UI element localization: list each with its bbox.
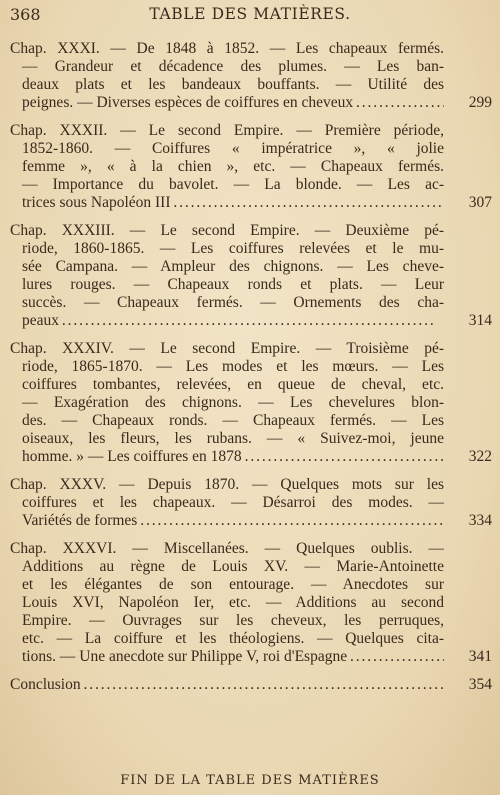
toc-page-number: 314: [468, 312, 492, 329]
toc-entry-line: Chap. XXXIII. — Le second Empire. — Deuxième pé-: [10, 222, 444, 239]
toc-entry-line: Chap. XXXIV. — Le second Empire. — Troisième pé-: [10, 340, 444, 357]
toc-page-number: 334: [468, 512, 492, 529]
running-title: TABLE DES MATIÈRES.: [149, 5, 351, 23]
toc-entry-line: homme. » — Les coiffures en 1878 . . .: [10, 448, 444, 466]
toc-entry-line: sée Campana. — Ampleur des chignons. — Les cheve-: [22, 258, 444, 275]
toc-entry-line: Variétés de formes . . .: [10, 512, 444, 530]
toc-entry-line: — Grandeur et décadence des plumes. — Les ban-: [22, 58, 444, 75]
toc-entry-line: et les élégantes de son entourage. — Anecdotes sur: [22, 576, 444, 593]
toc-entry-line: 1852-1860. — Coiffures « impératrice », « jolie: [22, 140, 444, 157]
toc-entry-line: trices sous Napoléon III . . .: [10, 194, 444, 212]
table-of-contents: [10, 40, 492, 704]
toc-page-number: 322: [468, 448, 492, 465]
end-note: FIN DE LA TABLE DES MATIÈRES: [120, 773, 380, 788]
toc-entry-line: Additions au règne de Louis XV. — Marie-Antoinette: [22, 558, 444, 575]
toc-entry-line: riode, 1860-1865. — Les coiffures relevées et le mu-: [22, 240, 444, 257]
toc-entry: [10, 476, 492, 530]
toc-entry-line: — Importance du bavolet. — La blonde. — Les ac-: [22, 176, 444, 193]
toc-entry-line: lures rouges. — Chapeaux ronds et plats. — Leur: [22, 276, 444, 293]
toc-entry-line: tions. — Une anecdote sur Philippe V, roi d'Espagne . . .: [10, 648, 444, 666]
toc-entry-line: peaux . . .: [10, 312, 444, 330]
toc-entry: [10, 222, 492, 330]
toc-entry: [10, 122, 492, 212]
toc-page-number: 307: [468, 194, 492, 211]
toc-entry-line: — Exagération des chignons. — Les chevelures blon-: [22, 394, 444, 411]
toc-entry: [10, 40, 492, 112]
page-number: 368: [10, 5, 41, 24]
toc-entry-line: etc. — La coiffure et les théologiens. — Quelques cita-: [22, 630, 444, 647]
toc-entry-line: Empire. — Ouvrages sur les cheveux, les perruques,: [22, 612, 444, 629]
toc-entry: [10, 676, 492, 694]
page-header: [10, 5, 490, 29]
toc-entry-line: Louis XVI, Napoléon Ier, etc. — Additions au second: [22, 594, 444, 611]
toc-entry-line: Conclusion . . .: [10, 676, 444, 694]
toc-entry-line: Chap. XXXVI. — Miscellanées. — Quelques oublis. —: [10, 540, 444, 557]
toc-page-number: 354: [468, 676, 492, 693]
toc-entry: [10, 540, 492, 666]
toc-entry-line: coiffures tombantes, relevées, en queue de cheval, etc.: [22, 376, 444, 393]
toc-page-number: 299: [468, 94, 492, 111]
toc-entry-line: peignes. — Diverses espèces de coiffures en cheveux . . .: [10, 94, 444, 112]
toc-entry-line: succès. — Chapeaux fermés. — Ornements des cha-: [22, 294, 444, 311]
toc-entry-line: oiseaux, les fleurs, les rubans. — « Suivez-moi, jeune: [22, 430, 444, 447]
toc-entry-line: riode, 1865-1870. — Les modes et les mœurs. — Les: [22, 358, 444, 375]
toc-entry-line: Chap. XXXI. — De 1848 à 1852. — Les chapeaux fermés.: [10, 40, 444, 57]
toc-page-number: 341: [468, 648, 492, 665]
toc-entry: [10, 340, 492, 466]
toc-entry-line: Chap. XXXV. — Depuis 1870. — Quelques mots sur les: [10, 476, 444, 493]
toc-entry-line: femme », « à la chien », etc. — Chapeaux fermés.: [22, 158, 444, 175]
toc-entry-line: deaux plats et les bandeaux bouffants. — Utilité des: [22, 76, 444, 93]
toc-entry-line: coiffures et les chapeaux. — Désarroi des modes. —: [22, 494, 444, 511]
toc-entry-line: Chap. XXXII. — Le second Empire. — Première période,: [10, 122, 444, 139]
toc-entry-line: des. — Chapeaux ronds. — Chapeaux fermés. — Les: [22, 412, 444, 429]
